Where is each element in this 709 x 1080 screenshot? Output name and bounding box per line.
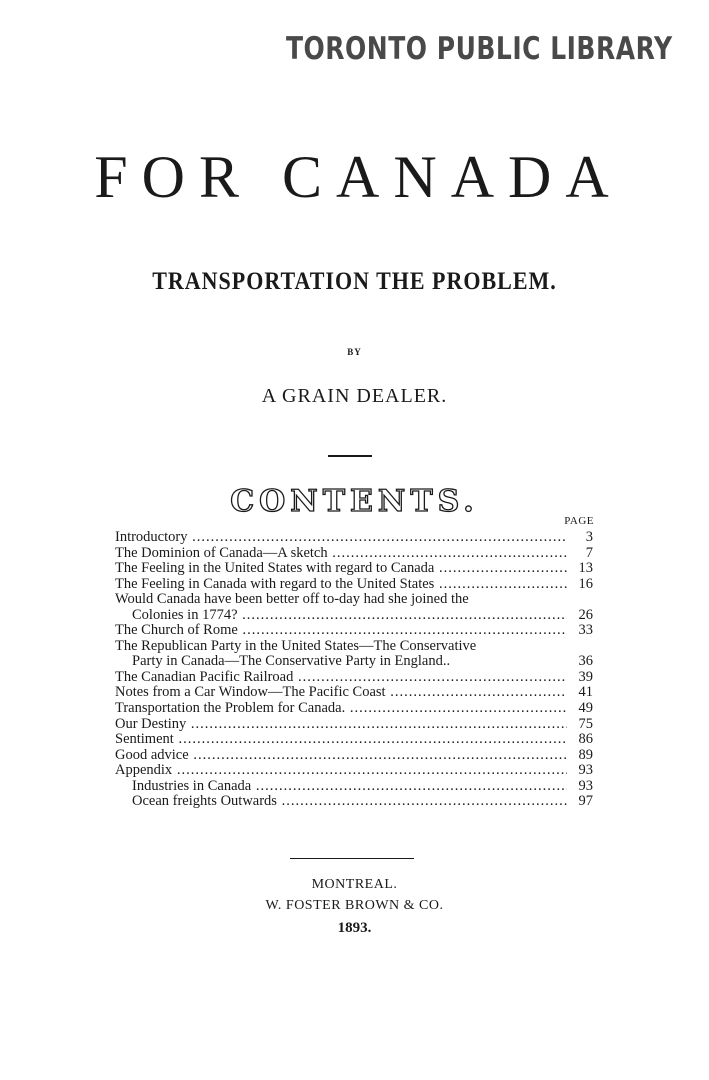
toc-entry	[115, 608, 593, 624]
toc-entry	[115, 717, 593, 733]
toc-entry-title: Transportation the Problem for Canada.	[115, 701, 346, 717]
imprint-publisher: W. FOSTER BROWN & CO.	[265, 898, 444, 913]
toc-entry-title: Introductory	[115, 530, 188, 545]
library-stamp: TORONTO PUBLIC LIBRARY	[286, 30, 673, 67]
book-subtitle: TRANSPORTATION THE PROBLEM.	[152, 266, 557, 295]
toc-entry-page: 97	[578, 793, 593, 810]
toc-entry-page: 93	[578, 777, 593, 794]
toc-entry	[115, 530, 593, 546]
toc-entry-title: The Canadian Pacific Railroad	[115, 669, 294, 685]
by-line: BY	[347, 347, 362, 357]
toc-entry	[115, 577, 593, 593]
page-column-label: PAGE	[564, 515, 594, 527]
toc-entry	[115, 748, 593, 764]
toc-entry-title: Sentiment	[115, 732, 174, 748]
toc-entry	[115, 685, 593, 701]
toc-entry-page: 75	[578, 715, 593, 732]
book-title: FOR CANADA	[94, 144, 623, 210]
toc-entry-page: 39	[578, 668, 593, 685]
toc-entry	[115, 670, 593, 686]
toc-entry-page: 93	[578, 762, 593, 779]
imprint-city: MONTREAL.	[311, 877, 398, 892]
toc-entry-page: 7	[585, 544, 593, 561]
toc-entry-page: 3	[585, 529, 593, 545]
toc-subentry	[115, 779, 593, 795]
toc-entry-page: 13	[578, 560, 593, 577]
toc-entry-page: 26	[578, 606, 593, 623]
toc-entry-page: 86	[578, 731, 593, 748]
imprint-year: 1893.	[337, 920, 372, 936]
toc-entry	[115, 546, 593, 562]
toc-entry-first-line: Would Canada have been better off to-day had she joined the	[115, 591, 469, 608]
divider-short	[328, 455, 372, 457]
toc-entry-page: 36	[578, 653, 593, 670]
table-of-contents	[115, 530, 593, 810]
toc-entry-page: 33	[578, 622, 593, 639]
toc-entry	[115, 654, 593, 670]
toc-entry-title: Notes from a Car Window—The Pacific Coast	[115, 685, 386, 701]
toc-entry	[115, 701, 593, 717]
toc-entry-title: Our Destiny	[115, 716, 187, 732]
toc-entry-title: Colonies in 1774?	[132, 607, 238, 623]
toc-entry-title: The Church of Rome	[115, 623, 238, 639]
toc-entry-page: 49	[578, 700, 593, 717]
toc-entry	[115, 763, 593, 779]
author: A GRAIN DEALER.	[261, 385, 448, 407]
toc-entry-first-line: The Republican Party in the United States—The Conservative	[115, 637, 477, 654]
toc-entry	[115, 561, 593, 577]
toc-entry-title: The Feeling in the United States with regard to Canada	[115, 561, 435, 577]
toc-entry-title: The Feeling in Canada with regard to the United States	[115, 576, 435, 592]
toc-entry	[115, 732, 593, 748]
toc-entry-title: Appendix	[115, 763, 173, 779]
toc-subentry	[115, 794, 593, 810]
contents-heading: CONTENTS.	[230, 484, 479, 519]
toc-entry-title: Good advice	[115, 747, 189, 763]
toc-entry-title: The Dominion of Canada—A sketch	[115, 545, 328, 561]
toc-entry-page: 16	[578, 575, 593, 592]
toc-entry-title: Party in Canada—The Conservative Party in England..	[132, 653, 451, 670]
toc-entry	[115, 623, 593, 639]
toc-entry-title: Ocean freights Outwards	[132, 794, 277, 810]
divider-long	[290, 858, 414, 859]
toc-entry-title: Industries in Canada	[132, 778, 252, 794]
toc-entry-page: 41	[578, 684, 593, 701]
toc-entry-page: 89	[578, 746, 593, 763]
